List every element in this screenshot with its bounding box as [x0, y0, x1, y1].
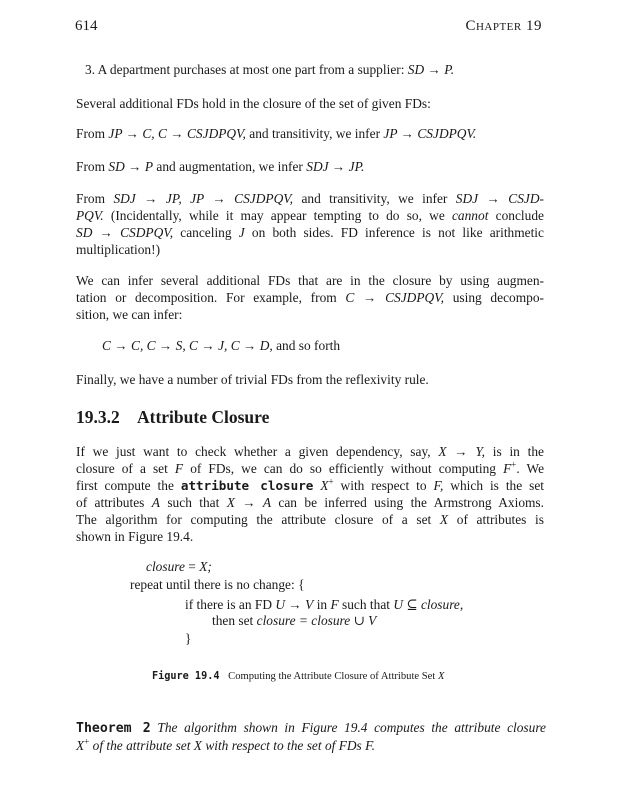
figure-caption: Figure 19.4 Computing the Attribute Closure of Attribute Set X: [152, 671, 445, 682]
theorem-2: Theorem 2 The algorithm shown in Figure 19.4 computes the attribute closure X+ of the attribute set X with respect to the set of FDs F.: [76, 720, 546, 753]
display-fd-list: C → C, C → S, C → J, C → D, and so forth: [102, 338, 341, 353]
paragraph-transitivity-2: From SDJ → JP, JP → CSJDPQV, and transitivity, we infer SDJ → CSJD- PQV. (Incidentally, while it may appear tempting to do so, we cannot conclude SD → CSDPQV, canceling J on both sides. FD inference is not like arithmetic multiplication!): [76, 191, 544, 257]
algorithm-line-2: repeat until there is no change: {: [130, 577, 305, 592]
paragraph-augmentation: From SD → P and augmentation, we infer SDJ → JP.: [76, 159, 365, 174]
paragraph-attribute-closure: If we just want to check whether a given dependency, say, X → Y, is in the closure of a set F of FDs, we can do so efficiently without computing F+. We first compute the attribute closure X+ with respect to F, which is the set of attributes A such that X → A can be inferred using the Armstrong Axioms. The algorithm for computing the attribute closure of a set X of attributes is shown in Figure 19.4.: [76, 444, 545, 544]
item-fd: SD → P.: [407, 62, 455, 77]
paragraph-decomposition: We can infer several additional FDs that are in the closure by using augmen- tation or decomposition. For example, from C → CSJDPQV, using decompo- sition, we can infer:: [76, 273, 544, 322]
chapter-header: Chapter 19: [465, 18, 542, 34]
figure-label: Figure 19.4: [152, 671, 220, 682]
section-title: Attribute Closure: [137, 407, 270, 427]
page-number: 614: [75, 18, 98, 34]
section-number: 19.3.2: [76, 407, 120, 427]
item-text: A department purchases at most one part from a supplier:: [97, 62, 405, 77]
paragraph-reflexivity: Finally, we have a number of trivial FDs from the reflexivity rule.: [76, 372, 429, 387]
term-attribute-closure: attribute closure: [180, 478, 314, 493]
item-number: 3.: [85, 62, 96, 77]
algorithm-line-5: }: [185, 631, 192, 646]
list-item-3: [85, 61, 545, 78]
algorithm-line-4: then set closure = closure ∪ V: [212, 613, 377, 628]
section-heading: [76, 407, 269, 428]
paragraph-intro: Several additional FDs hold in the closure of the set of given FDs:: [76, 96, 431, 111]
theorem-name: Theorem 2: [76, 721, 151, 736]
algorithm-line-3: if there is an FD U → V in F such that U ⊆ closure,: [185, 597, 464, 612]
paragraph-transitivity-1: From JP → C, C → CSJDPQV, and transitivity, we infer JP → CSJDPQV.: [76, 126, 477, 141]
algorithm-line-1: closure = X;: [146, 559, 212, 574]
